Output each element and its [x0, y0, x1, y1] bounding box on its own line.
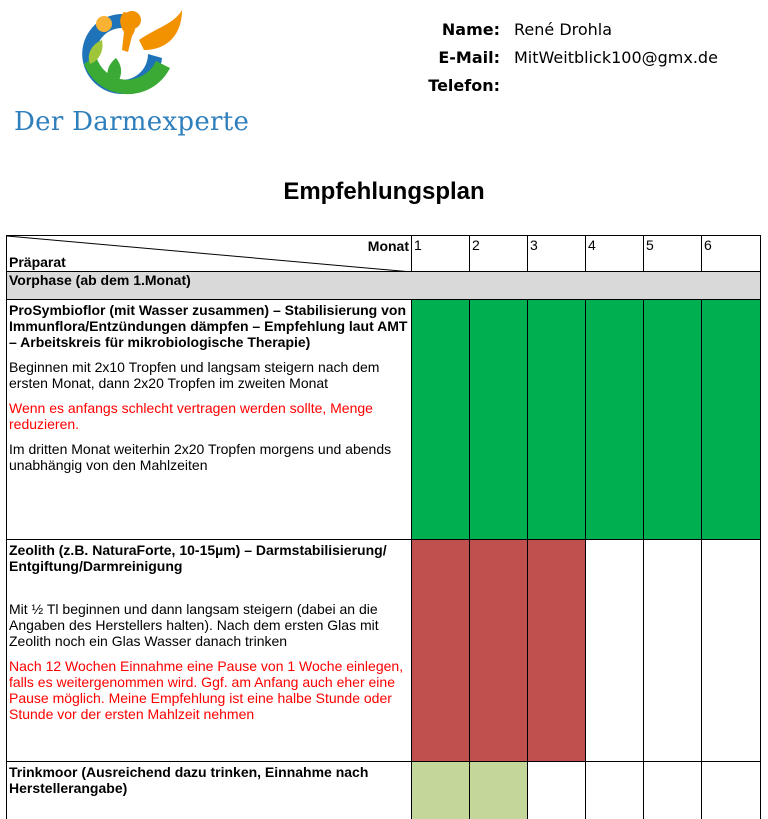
month-header: 2	[470, 236, 528, 272]
phase-row	[7, 272, 761, 300]
product-description	[7, 300, 412, 540]
logo-text: Der Darmexperte	[14, 107, 250, 137]
month-cell-active	[586, 300, 644, 540]
month-header: 1	[412, 236, 470, 272]
month-cell-empty	[586, 540, 644, 762]
warning-text: Nach 12 Wochen Einnahme eine Pause von 1 Woche einlegen, falls es weitergenommen wird. Ggf. am Anfang auch eher eine Pause möglich. Meine Empfehlung ist eine halbe Stunde oder Stunde vor der ersten Mahlzeit nehmen	[9, 658, 404, 722]
month-cell-empty	[528, 762, 586, 819]
table-row	[7, 762, 761, 819]
month-cell-active	[644, 300, 702, 540]
month-cell-active	[412, 300, 470, 540]
month-cell-empty	[644, 762, 702, 819]
month-cell-active	[470, 300, 528, 540]
table-row	[7, 300, 761, 540]
name-label: Name:	[441, 20, 500, 39]
month-header: 4	[586, 236, 644, 272]
product-description	[7, 762, 412, 819]
dosage-text: Im dritten Monat weiterhin 2x20 Tropfen morgens und abends unabhängig von den Mahlzeiten	[9, 441, 392, 473]
month-cell-active	[702, 300, 761, 540]
month-cell-active	[528, 540, 586, 762]
header-corner-cell	[7, 236, 412, 272]
product-title: ProSymbioflor (mit Wasser zusammen) – Stabilisierung von Immunflora/Entzündungen dämpfen – Empfehlung laut AMT – Arbeitskreis für mikrobiologische Therapie)	[9, 302, 408, 350]
email-label: E-Mail:	[438, 48, 500, 67]
month-cell-active	[470, 762, 528, 819]
name-value: René Drohla	[514, 20, 613, 39]
person-with-leaves-logo-icon	[76, 6, 186, 101]
month-cell-active	[412, 540, 470, 762]
product-title: Trinkmoor (Ausreichend dazu trinken, Einnahme nach Herstellerangabe)	[9, 764, 369, 796]
product-description	[7, 540, 412, 762]
monat-label: Monat	[367, 238, 409, 254]
table-row	[7, 540, 761, 762]
month-cell-empty	[702, 762, 761, 819]
plan-table	[6, 235, 761, 819]
diagonal-divider	[7, 236, 412, 272]
month-header: 6	[702, 236, 761, 272]
praeparat-label: Präparat	[9, 254, 66, 270]
month-cell-empty	[586, 762, 644, 819]
month-header: 5	[644, 236, 702, 272]
warning-text: Wenn es anfangs schlecht vertragen werden sollte, Menge reduzieren.	[9, 400, 373, 432]
logo	[14, 6, 250, 146]
month-cell-empty	[702, 540, 761, 762]
product-title: Zeolith (z.B. NaturaForte, 10-15µm) – Darmstabilisierung/ Entgiftung/Darmreinigung	[9, 542, 387, 574]
page-title: Empfehlungsplan	[283, 178, 485, 205]
header-row	[7, 236, 761, 272]
email-value: MitWeitblick100@gmx.de	[514, 48, 718, 67]
month-cell-active	[470, 540, 528, 762]
dosage-text: Beginnen mit 2x10 Tropfen und langsam steigern nach dem ersten Monat, dann 2x20 Tropfen im zweiten Monat	[9, 359, 380, 391]
month-cell-active	[528, 300, 586, 540]
phone-label: Telefon:	[428, 76, 500, 95]
month-cell-active	[412, 762, 470, 819]
phase-label: Vorphase (ab dem 1.Monat)	[7, 272, 761, 300]
month-cell-empty	[644, 540, 702, 762]
month-header: 3	[528, 236, 586, 272]
dosage-text: Mit ½ Tl beginnen und dann langsam steigern (dabei an die Angaben des Herstellers halten). Nach dem ersten Glas mit Zeolith noch ein Glas Wasser danach trinken	[9, 601, 379, 649]
